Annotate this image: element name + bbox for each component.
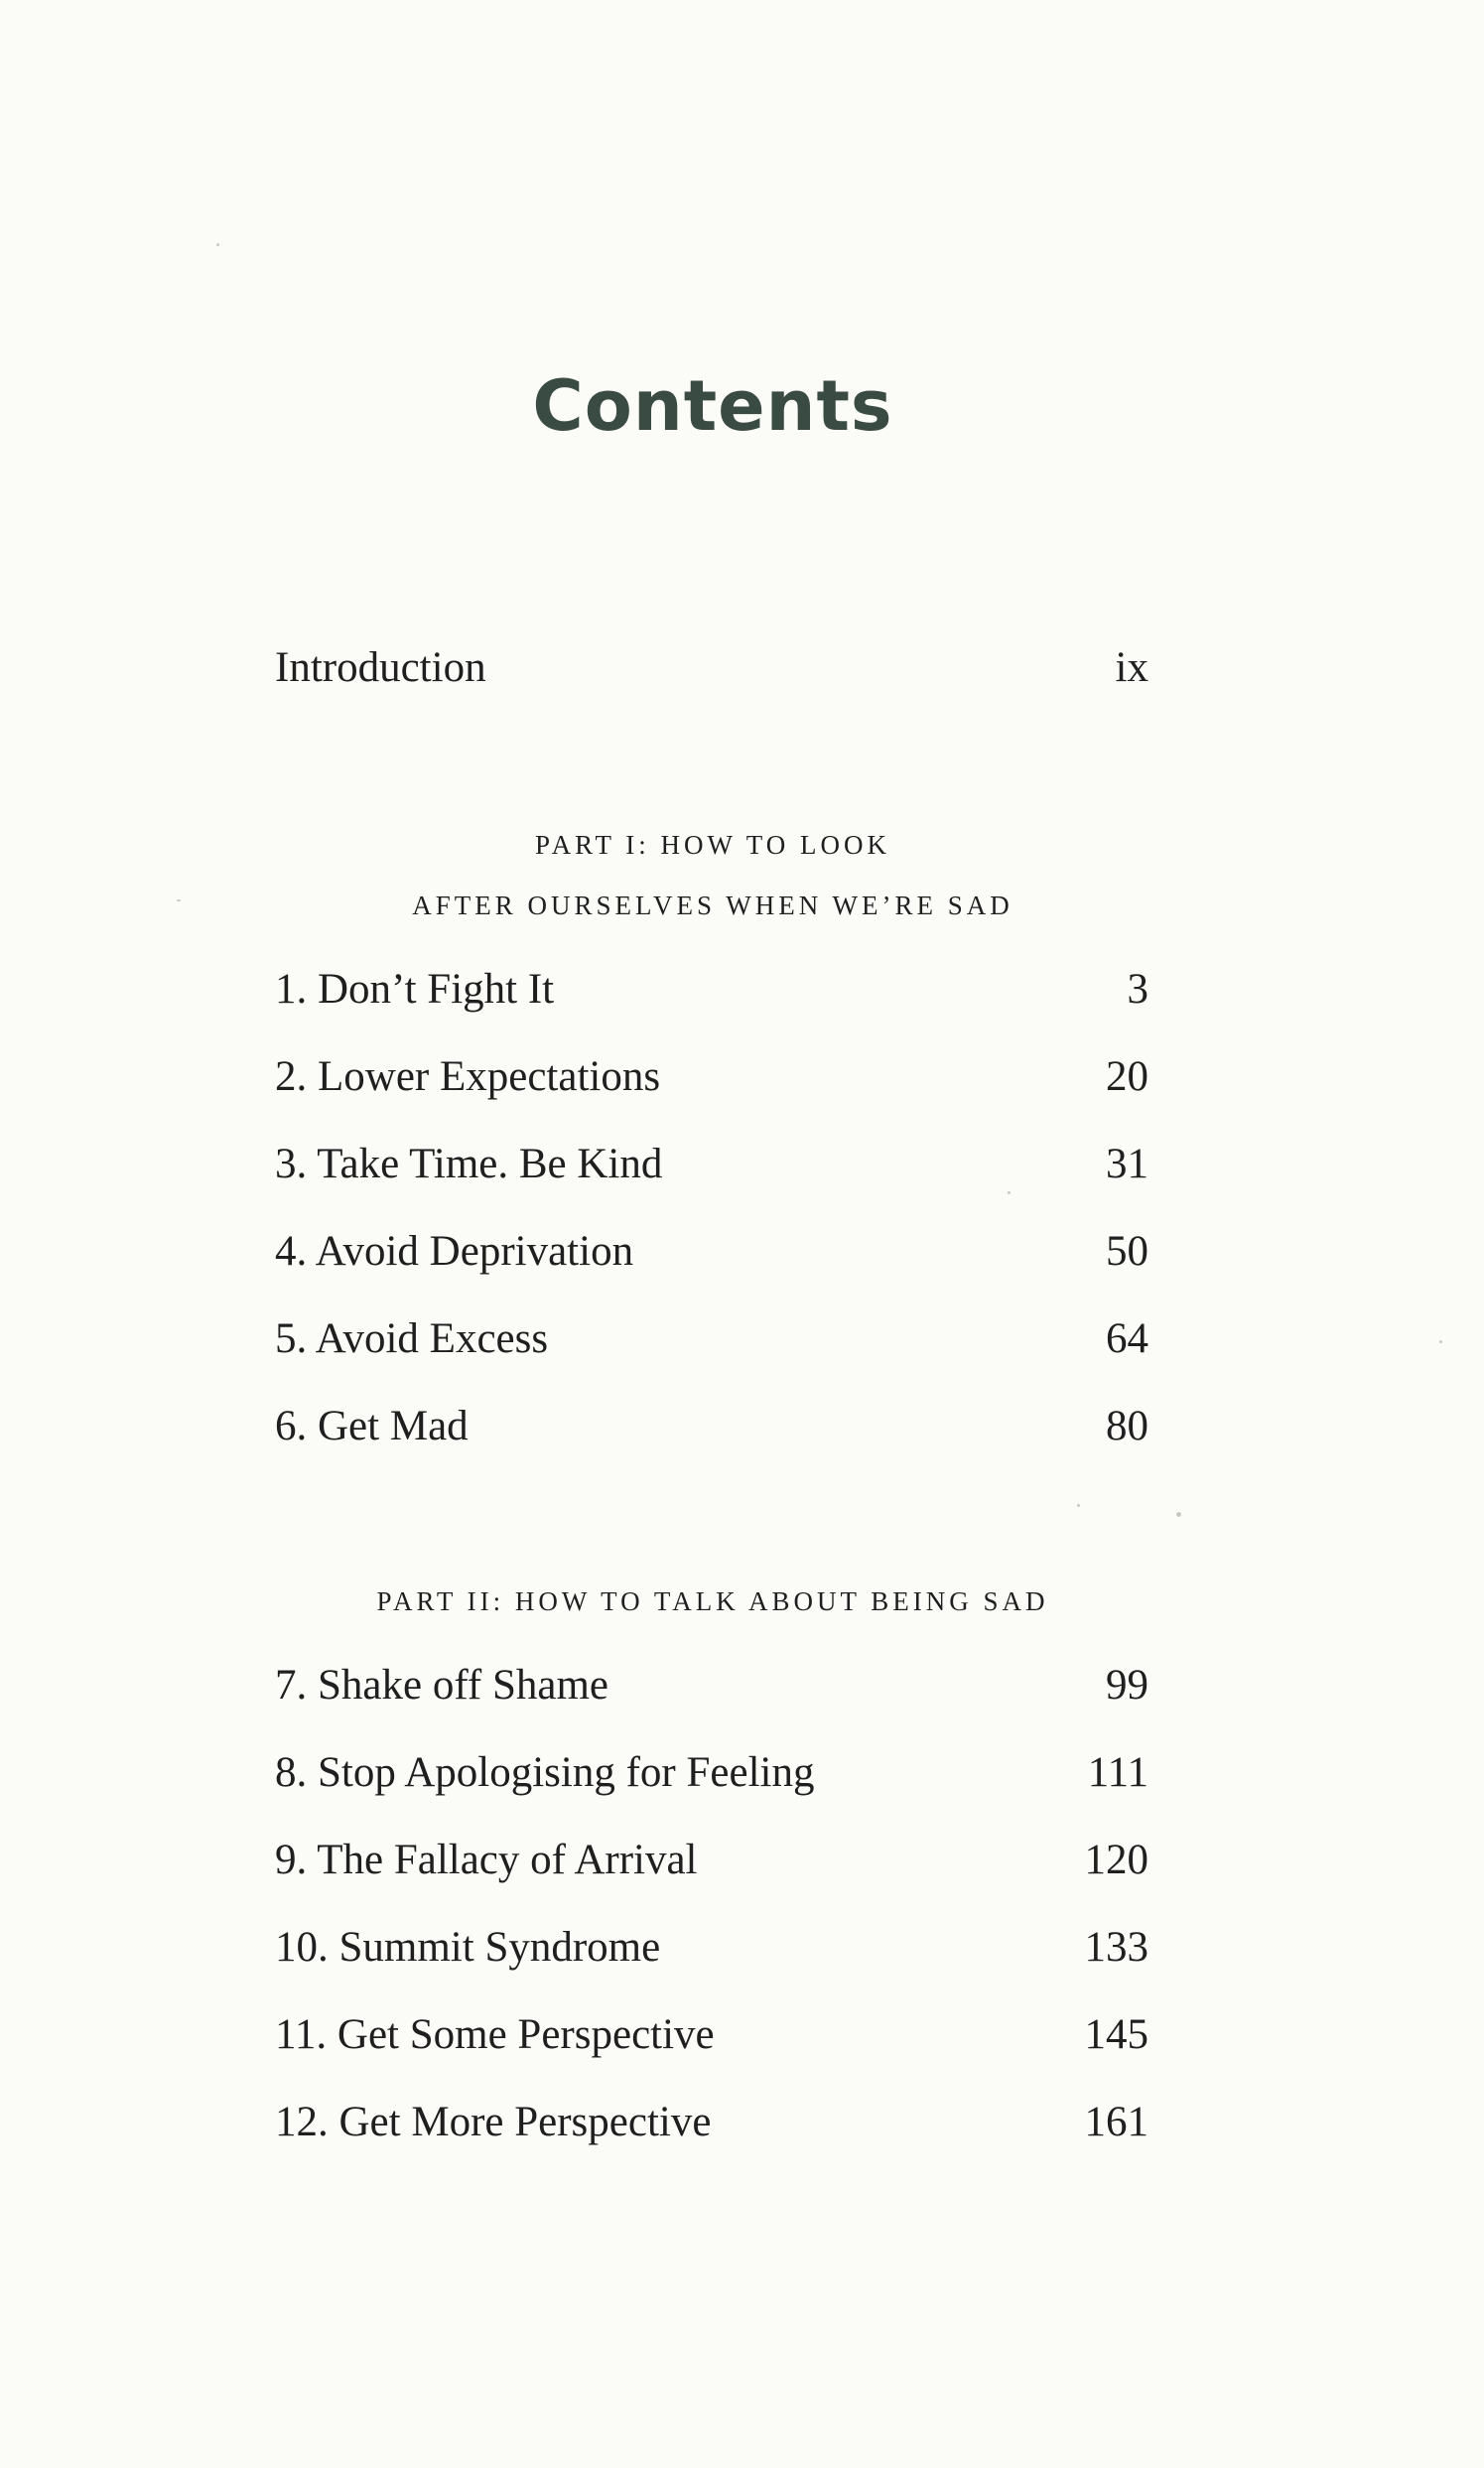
toc-entry-chapter-7[interactable] xyxy=(275,1661,1148,1720)
toc-entry-page: 111 xyxy=(1087,1749,1148,1796)
part-2-heading: PART II: HOW TO TALK ABOUT BEING SAD xyxy=(376,1586,1049,1616)
paper-speck xyxy=(1439,1340,1442,1343)
part-1-heading-line-2: AFTER OURSELVES WHEN WE’RE SAD xyxy=(412,891,1013,920)
toc-entry-page: 145 xyxy=(1084,2011,1148,2058)
toc-entry-chapter-5[interactable] xyxy=(275,1314,1148,1374)
toc-entry-page: 64 xyxy=(1106,1315,1148,1362)
toc-entry-page: 161 xyxy=(1084,2099,1148,2145)
toc-entry-label: 5. Avoid Excess xyxy=(275,1315,549,1362)
paper-speck xyxy=(216,243,219,246)
toc-entry-label: 6. Get Mad xyxy=(275,1403,469,1449)
toc-entry-label: 11. Get Some Perspective xyxy=(275,2011,715,2058)
toc-entry-chapter-6[interactable] xyxy=(275,1402,1148,1461)
toc-entry-introduction[interactable] xyxy=(275,643,1148,703)
toc-entry-page: 3 xyxy=(1127,966,1148,1013)
toc-entry-chapter-3[interactable] xyxy=(275,1140,1148,1199)
toc-entry-chapter-10[interactable] xyxy=(275,1923,1148,1983)
toc-entry-label: Introduction xyxy=(275,644,486,691)
toc-entry-page: 20 xyxy=(1106,1053,1148,1100)
toc-entry-page: 99 xyxy=(1106,1662,1148,1709)
toc-entry-chapter-4[interactable] xyxy=(275,1227,1148,1287)
toc-entry-label: 7. Shake off Shame xyxy=(275,1662,608,1709)
toc-entry-chapter-11[interactable] xyxy=(275,2010,1148,2070)
toc-entry-page: 50 xyxy=(1106,1228,1148,1275)
paper-speck xyxy=(1176,1512,1181,1517)
toc-entry-page: 120 xyxy=(1084,1837,1148,1883)
toc-entry-label: 8. Stop Apologising for Feeling xyxy=(275,1749,815,1796)
page-title: Contents xyxy=(532,365,893,447)
toc-entry-chapter-1[interactable] xyxy=(275,965,1148,1025)
part-1-heading-line-1: PART I: HOW TO LOOK xyxy=(535,830,890,860)
toc-entry-label: 9. The Fallacy of Arrival xyxy=(275,1837,698,1883)
toc-entry-page: ix xyxy=(1115,644,1148,691)
paper-speck xyxy=(177,899,181,901)
toc-entry-label: 4. Avoid Deprivation xyxy=(275,1228,634,1275)
toc-entry-page: 133 xyxy=(1084,1924,1148,1971)
toc-entry-label: 10. Summit Syndrome xyxy=(275,1924,661,1971)
toc-entry-label: 3. Take Time. Be Kind xyxy=(275,1141,663,1187)
toc-entry-page: 31 xyxy=(1106,1141,1148,1187)
toc-entry-label: 12. Get More Perspective xyxy=(275,2099,712,2145)
paper-speck xyxy=(1008,1191,1011,1194)
toc-entry-page: 80 xyxy=(1106,1403,1148,1449)
toc-entry-chapter-12[interactable] xyxy=(275,2098,1148,2157)
toc-entry-label: 2. Lower Expectations xyxy=(275,1053,661,1100)
paper-speck xyxy=(1077,1504,1080,1507)
toc-entry-chapter-8[interactable] xyxy=(275,1748,1148,1808)
toc-entry-chapter-9[interactable] xyxy=(275,1836,1148,1895)
toc-entry-label: 1. Don’t Fight It xyxy=(275,966,555,1013)
toc-entry-chapter-2[interactable] xyxy=(275,1052,1148,1112)
